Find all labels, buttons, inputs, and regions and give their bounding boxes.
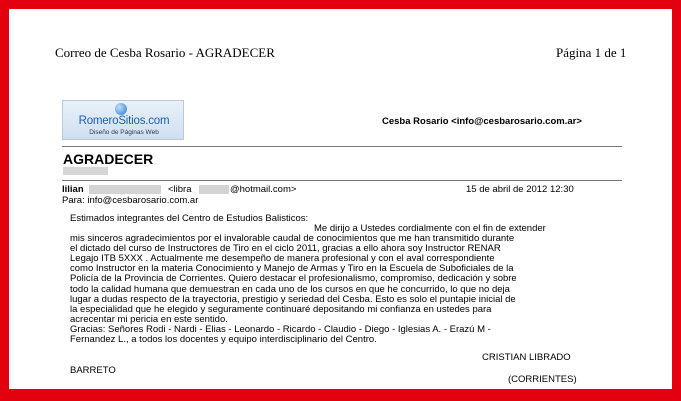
globe-icon (115, 103, 127, 115)
recipient: Para: info@cesbarosario.com.ar (62, 195, 199, 206)
page-number: Página 1 de 1 (556, 45, 627, 60)
body-line: como Instructor en la materia Conocimiento y Manejo de Armas y Tiro en la Escuela de Suboficiales de la (70, 263, 514, 275)
email-date: 15 de abril de 2012 12:30 (466, 184, 574, 195)
body-line: mis sinceros agradecimientos por el invalorable caudal de conocimientos que me han transmitido durante (70, 233, 515, 245)
body-line: todo la calidad humana que demuestran en cada uno de los cursos en que he concurrido, lo que no deja (70, 283, 510, 295)
signature-name: CRISTIAN LIBRADO (482, 352, 571, 363)
signature-place: (CORRIENTES) (508, 374, 577, 385)
sender-header: Cesba Rosario <info@cesbarosario.com.ar> (382, 116, 582, 127)
body-line: la especialidad que he elegido y seguramente continuaré depositando mi confianza en ustedes para (70, 303, 492, 315)
from-address-part: @hotmail.com> (230, 184, 297, 195)
body-line: Me dirijo a Ustedes cordialmente con el fin de extender (314, 223, 546, 234)
divider (62, 146, 622, 147)
logo-tagline: Diseño de Páginas Web (89, 129, 159, 136)
company-logo (62, 100, 184, 140)
body-line: Fernandez L., a todos los docentes y equipo interdisciplinario del Centro. (70, 334, 377, 346)
body-line: lugar a dudas respecto de la trayectoria, prestigio y seriedad del Cesba. Esto es solo el puntapie inicial de (70, 293, 516, 305)
logo-text: RomeroSitios.com (78, 115, 170, 127)
signature-surname: BARRETO (70, 365, 116, 376)
print-title: Correo de Cesba Rosario - AGRADECER (55, 45, 275, 60)
email-subject: AGRADECER (63, 151, 154, 167)
body-line: Gracias: Señores Rodi - Nardi - Elias - Leonardo - Ricardo - Claudio - Diego - Iglesias A. - Erazú M - (70, 323, 491, 335)
email-body (70, 224, 615, 345)
redacted-block (63, 167, 108, 175)
body-line: Legajo ITB 5XXX . Actualmente me desempeño de manera profesional y con el aval correspondiente (70, 253, 495, 265)
body-line: acrecentar mi pericia en este sentido. (70, 313, 228, 325)
email-salutation: Estimados integrantes del Centro de Estudios Balisticos: (70, 213, 309, 224)
body-line: Policía de la Provincia de Corrientes. Quiero destacar el profesionalismo, compromiso, dedicación y sobre (70, 273, 517, 285)
redacted-block (199, 185, 229, 194)
from-name: lilian (62, 184, 84, 195)
from-address-part: <libra (168, 184, 192, 195)
divider (62, 180, 622, 181)
body-line: el dictado del curso de Instructores de Tiro en el ciclo 2011, gracias a ello ahora soy Instructor RENAR (70, 243, 501, 255)
redacted-block (89, 185, 161, 194)
